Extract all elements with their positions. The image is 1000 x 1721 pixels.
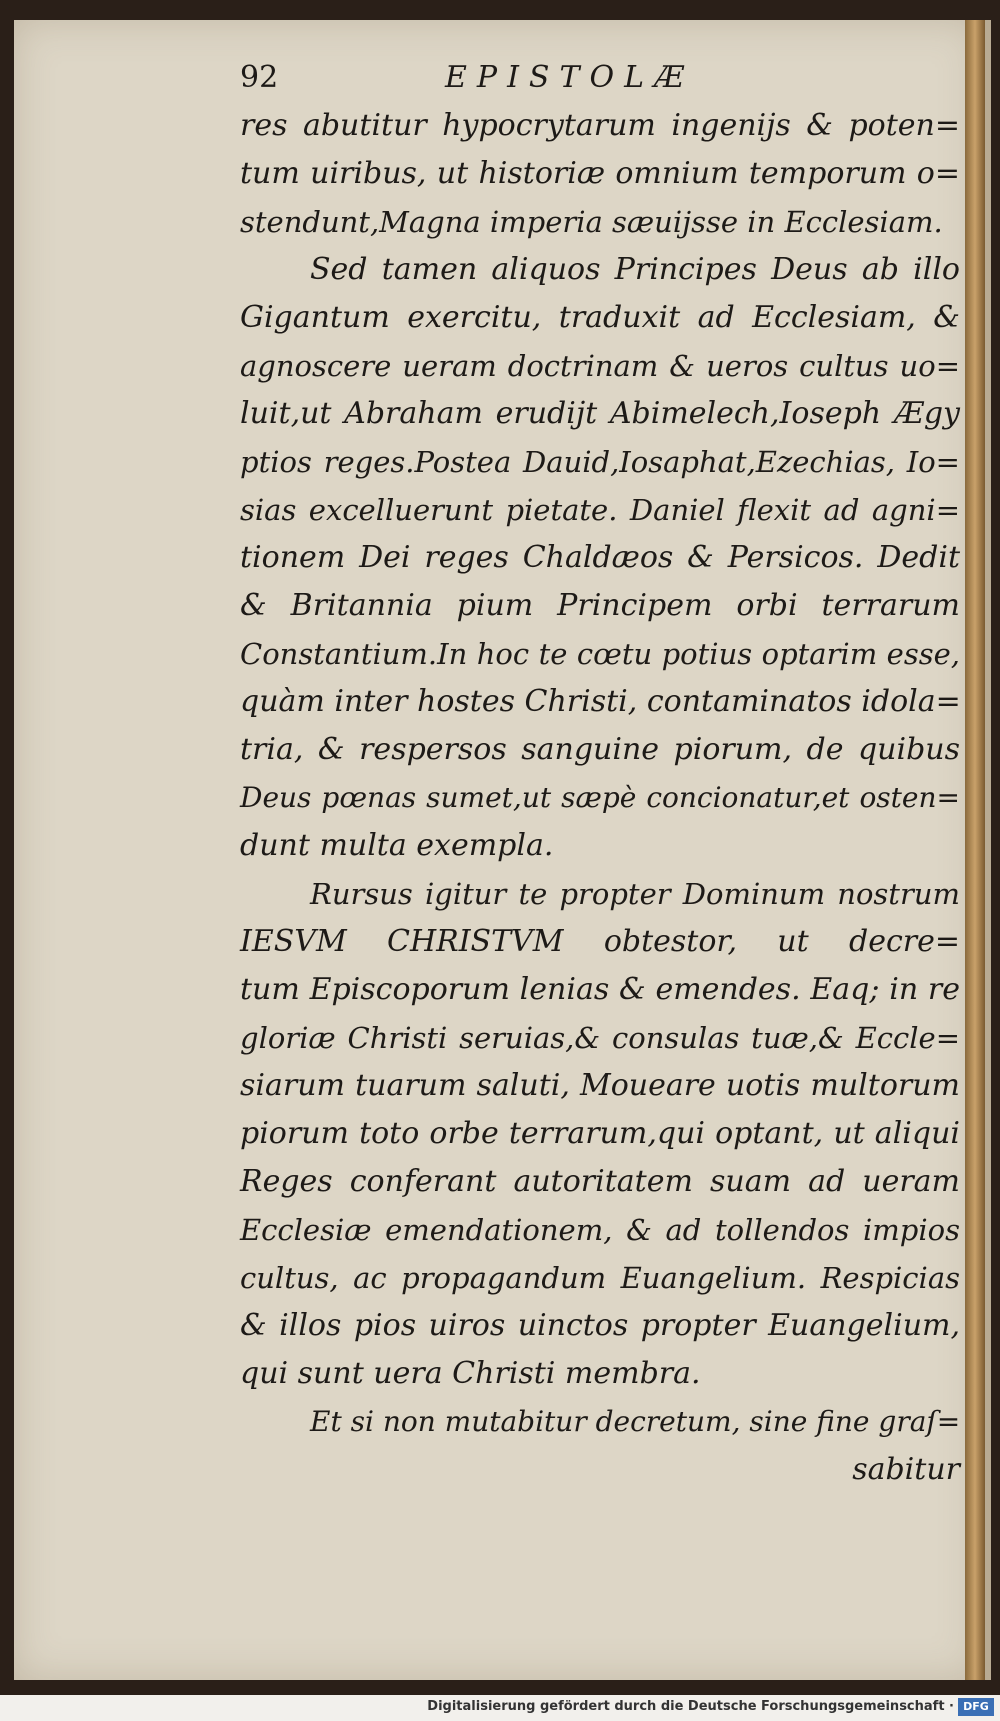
text-line: tria, & respersos sanguine piorum, de quibus [240,732,960,767]
catchword: sabitur [852,1452,960,1487]
text-line: Rursus igitur te propter Dominum nostrum [310,877,960,911]
text-line: siarum tuarum saluti, Moueare uotis multorum [240,1068,960,1103]
text-line: agnoscere ueram doctrinam & ueros cultus uo= [240,349,960,383]
text-line: luit,ut Abraham erudijt Abimelech,Ioseph Ægy [240,396,960,431]
text-line: qui sunt uera Christi membra. [240,1356,701,1391]
funding-credit: Digitalisierung gefördert durch die Deutsche Forschungsgemeinschaft · [427,1699,954,1714]
text-line: tum uiribus, ut historiæ omnium temporum o= [240,156,960,191]
text-line: & illos pios uiros uinctos propter Euangelium, [240,1308,960,1343]
text-line: Ecclesiæ emendationem, & ad tollendos impios [240,1213,960,1247]
text-line: Deus pœnas sumet,ut sæpè concionatur,et osten= [240,781,960,814]
running-title: EPISTOLÆ [445,60,695,95]
text-line: quàm inter hostes Christi, contaminatos idola= [240,684,961,719]
text-line: tionem Dei reges Chaldæos & Persicos. Dedit [240,540,960,575]
page-number: 92 [240,60,279,95]
text-line: & Britannia pium Principem orbi terrarum [240,588,960,623]
text-line: ptios reges.Postea Dauid,Iosaphat,Ezechias, Io= [240,445,960,479]
text-line: stendunt,Magna imperia sæuijsse in Ecclesiam. [240,205,943,239]
text-line: Constantium.In hoc te cœtu potius optarim esse, [240,637,960,671]
text-line: tum Episcoporum lenias & emendes. Eaq; in re [240,972,960,1007]
page-header [240,60,960,108]
text-line: gloriæ Christi seruias,& consulas tuæ,& Eccle= [240,1021,960,1055]
text-line: piorum toto orbe terrarum,qui optant, ut aliqui [240,1116,960,1151]
text-line: Gigantum exercitu, traduxit ad Ecclesiam, & [240,300,960,335]
text-line: cultus, ac propagandum Euangelium. Respicias [240,1261,960,1295]
dfg-logo-icon: DFG [958,1698,994,1716]
text-line: Sed tamen aliquos Principes Deus ab illo [310,252,960,287]
text-line: Et si non mutabitur decretum, sine fine graſ= [310,1405,961,1438]
text-line: IESVM CHRISTVM obtestor, ut decre= [240,924,960,959]
text-line: res abutitur hypocrytarum ingenijs & poten= [240,108,960,143]
page-edge [965,20,985,1680]
digitization-footer [0,1695,1000,1721]
text-line: sias excelluerunt pietate. Daniel flexit ad agni= [240,493,960,527]
text-line: Reges conferant autoritatem suam ad ueram [240,1164,960,1199]
body-text [240,102,960,1494]
text-line: dunt multa exempla. [240,828,554,863]
